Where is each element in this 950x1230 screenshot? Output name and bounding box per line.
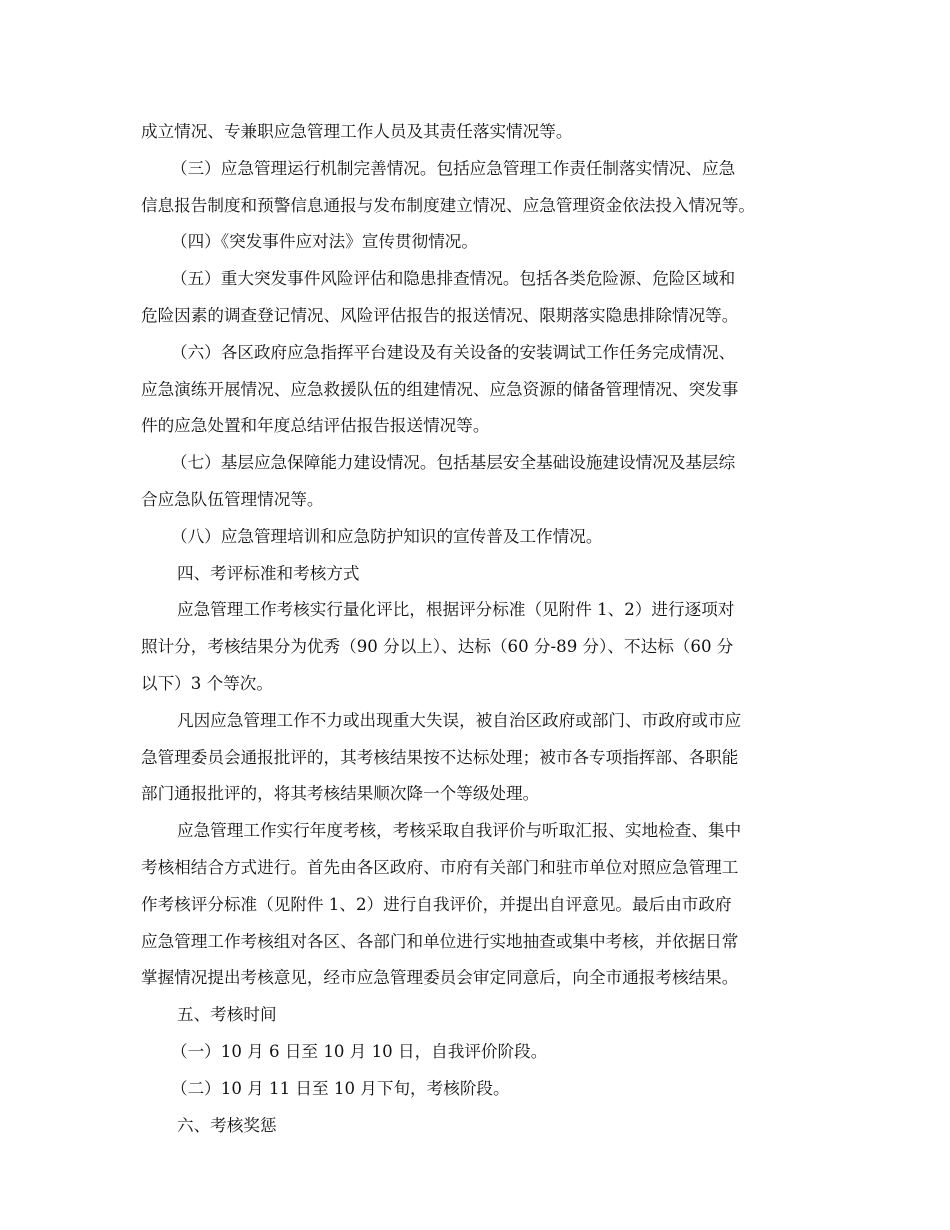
body-line: （七）基层应急保障能力建设情况。包括基层安全基础设施建设情况及基层综 [171,453,736,473]
body-line: 应急演练开展情况、应急救援队伍的组建情况、应急资源的储备管理情况、突发事 [141,379,739,399]
body-line: 急管理委员会通报批评的，其考核结果按不达标处理；被市各专项指挥部、各职能 [141,747,739,767]
body-line: 掌握情况提出考核意见，经市应急管理委员会审定同意后，向全市通报考核结果。 [141,968,739,988]
body-line: 应急管理工作实行年度考核，考核采取自我评价与听取汇报、实地检查、集中 [177,821,742,841]
body-line: 照计分，考核结果分为优秀（90 分以上）、达标（60 分-89 分）、不达标（60 分 [141,637,734,657]
body-line: 应急管理工作考核组对各区、各部门和单位进行实地抽查或集中考核，并依据日常 [141,931,739,951]
body-line: （四）《突发事件应对法》宣传贯彻情况。 [171,232,478,252]
body-line: （六）各区政府应急指挥平台建设及有关设备的安装调试工作任务完成情况、 [171,342,736,362]
body-line: 成立情况、专兼职应急管理工作人员及其责任落实情况等。 [141,122,573,141]
body-line: （三）应急管理运行机制完善情况。包括应急管理工作责任制落实情况、应急 [171,158,736,178]
body-line: 作考核评分标准（见附件 1、2）进行自我评价，并提出自评意见。最后由市政府 [141,894,732,914]
section-heading: 六、考核奖惩 [177,1115,277,1135]
body-line: （八）应急管理培训和应急防护知识的宣传普及工作情况。 [171,526,603,546]
body-line: 合应急队伍管理情况等。 [141,489,324,509]
document-body [141,114,815,1144]
section-heading: 四、考评标准和考核方式 [177,563,360,583]
body-line: 应急管理工作考核实行量化评比，根据评分标准（见附件 1、2）进行逐项对 [177,600,735,620]
body-line: （五）重大突发事件风险评估和隐患排查情况。包括各类危险源、危险区域和 [171,269,736,289]
body-line: 以下）3 个等次。 [141,673,273,693]
body-line: 信息报告制度和预警信息通报与发布制度建立情况、应急管理资金依法投入情况等。 [141,195,755,215]
body-line: 凡因应急管理工作不力或出现重大失误，被自治区政府或部门、市政府或市应 [177,710,742,730]
body-line: （二）10 月 11 日至 10 月下旬，考核阶段。 [171,1078,510,1098]
body-line: 部门通报批评的，将其考核结果顺次降一个等级处理。 [141,784,540,804]
body-line: 危险因素的调查登记情况、风险评估报告的报送情况、限期落实隐患排除情况等。 [141,305,739,325]
section-heading: 五、考核时间 [177,1005,277,1025]
body-line: 件的应急处置和年度总结评估报告报送情况等。 [141,416,490,436]
body-line: （一）10 月 6 日至 10 月 10 日，自我评价阶段。 [171,1041,548,1061]
body-line: 考核相结合方式进行。首先由各区政府、市府有关部门和驻市单位对照应急管理工 [141,857,739,877]
